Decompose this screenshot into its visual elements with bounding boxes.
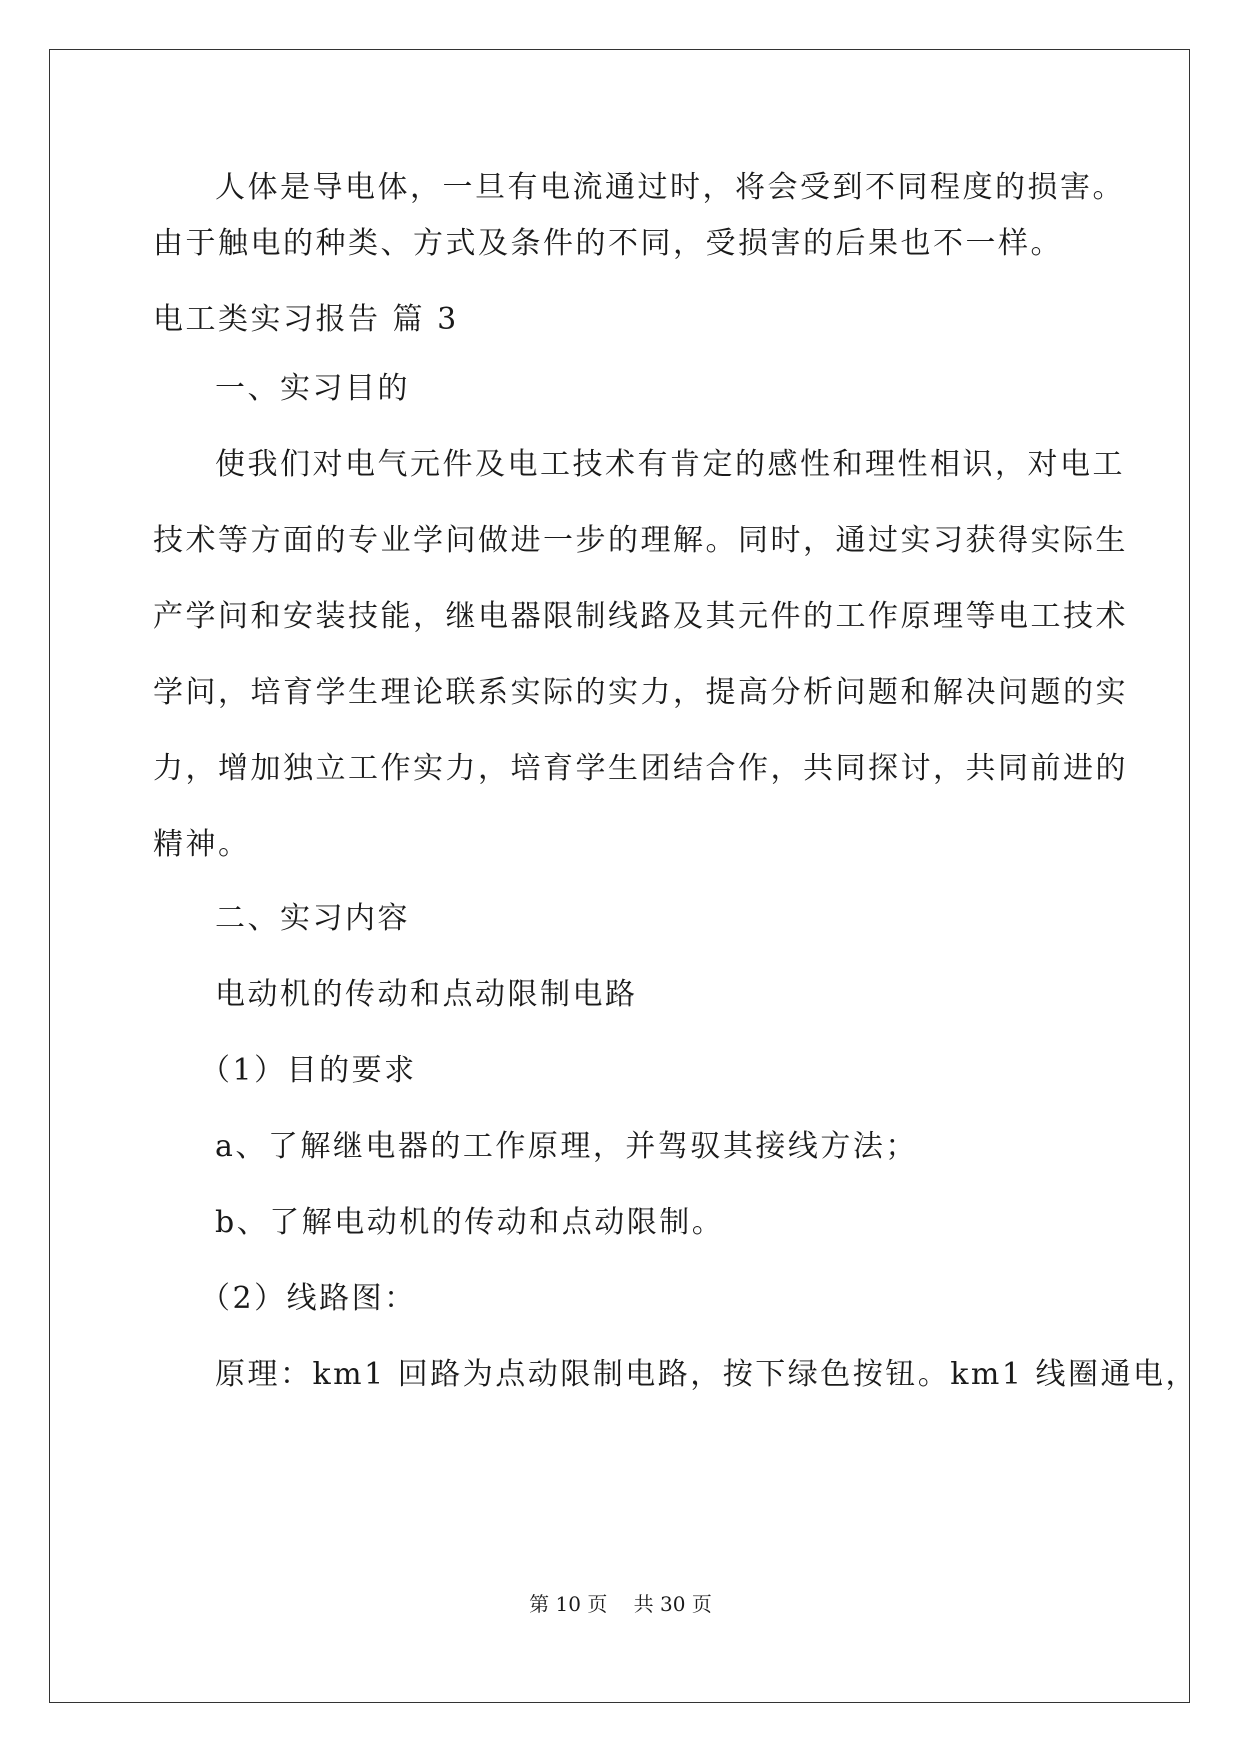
body-text-line: 精神。 (153, 827, 251, 862)
page-frame (49, 49, 1190, 1703)
body-text-line: 力，增加独立工作实力，培育学生团结合作，共同探讨，共同前进的 (153, 751, 1128, 786)
body-text-line: 产学问和安装技能，继电器限制线路及其元件的工作原理等电工技术 (153, 599, 1128, 634)
body-text-line: （1）目的要求 (200, 1053, 417, 1088)
body-text-line: 电动机的传动和点动限制电路 (215, 977, 638, 1012)
subsection-heading: 二、实习内容 (215, 901, 410, 936)
body-text-line: 使我们对电气元件及电工技术有肯定的感性和理性相识，对电工 (215, 447, 1125, 482)
subsection-heading: 一、实习目的 (215, 371, 410, 406)
section-title: 电工类实习报告 篇 3 (153, 302, 459, 337)
body-text-line: 学问，培育学生理论联系实际的实力，提高分析问题和解决问题的实 (153, 675, 1128, 710)
body-text-line: b、了解电动机的传动和点动限制。 (215, 1205, 725, 1240)
page-number-footer: 第 10 页 共 30 页 (529, 1592, 712, 1616)
body-text-line: （2）线路图： (200, 1281, 417, 1316)
body-text-line: a、了解继电器的工作原理，并驾驭其接线方法； (215, 1129, 918, 1164)
body-text-line: 由于触电的种类、方式及条件的不同，受损害的后果也不一样。 (153, 226, 1063, 261)
body-text-line: 人体是导电体，一旦有电流通过时，将会受到不同程度的损害。 (215, 170, 1125, 205)
body-text-line: 技术等方面的专业学问做进一步的理解。同时，通过实习获得实际生 (153, 523, 1128, 558)
body-text-line: 原理：km1 回路为点动限制电路，按下绿色按钮。km1 线圈通电， (215, 1357, 1198, 1392)
